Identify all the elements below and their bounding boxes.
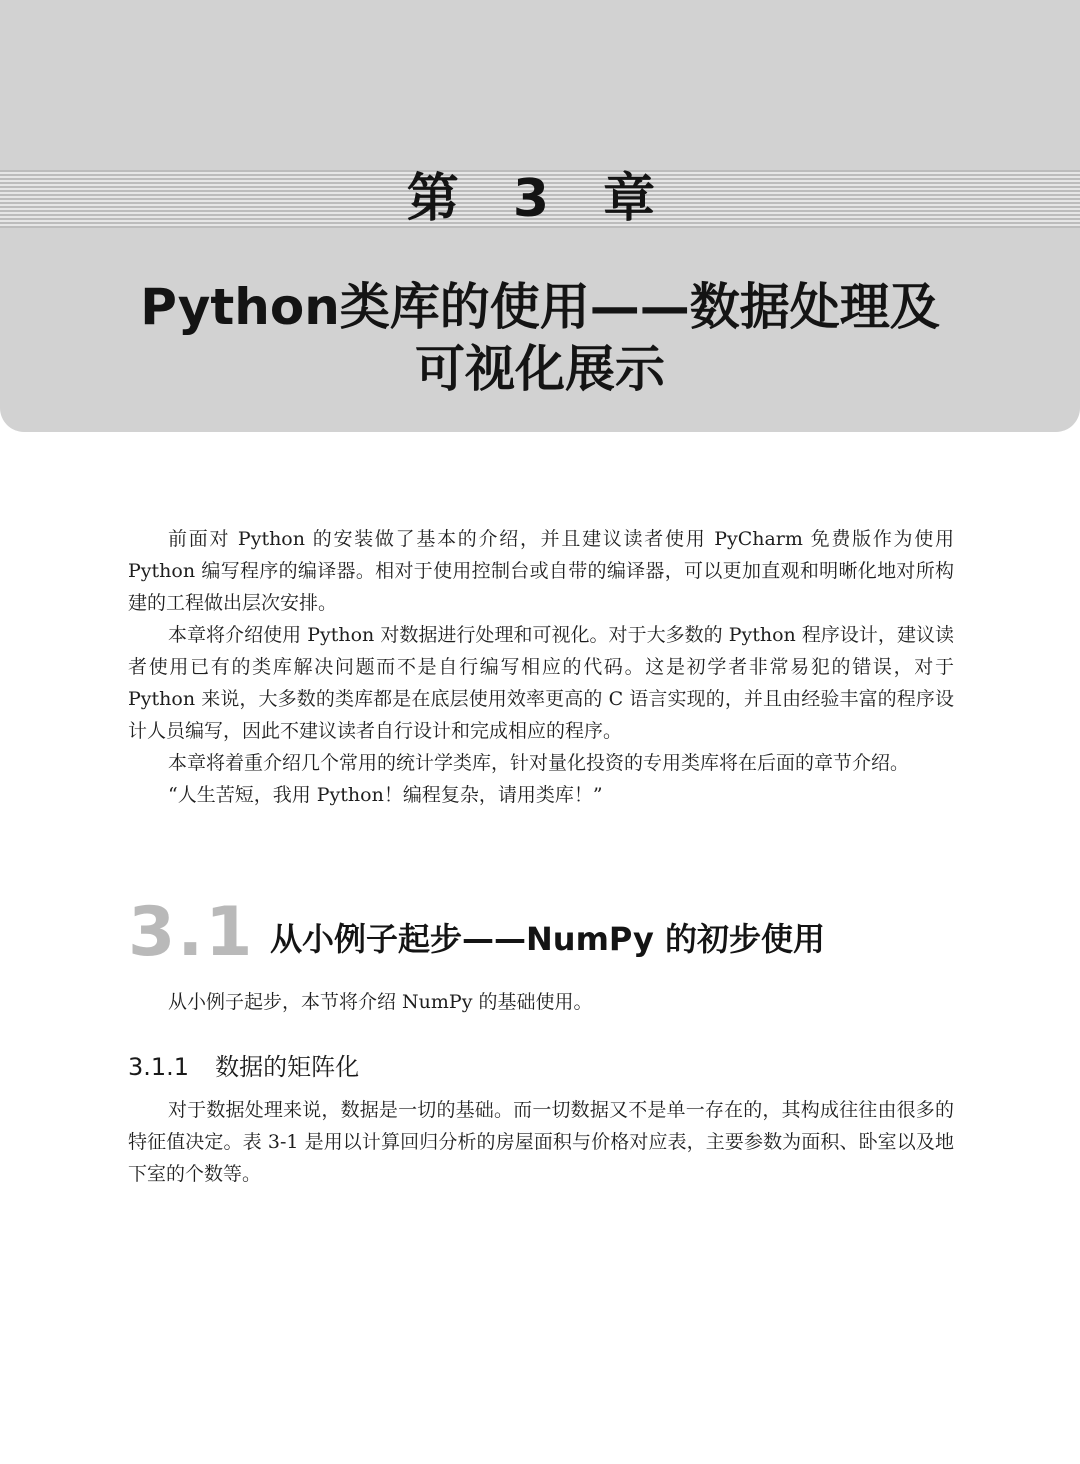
intro-quote: “人生苦短，我用 Python！编程复杂，请用类库！” bbox=[168, 784, 603, 806]
chapter-intro bbox=[128, 523, 954, 811]
subsection-title: 数据的矩阵化 bbox=[215, 1053, 360, 1081]
section-title: 从小例子起步——NumPy 的初步使用 bbox=[270, 920, 825, 958]
intro-paragraph: 本章将着重介绍几个常用的统计学类库，针对量化投资的专用类库将在后面的章节介绍。 bbox=[168, 752, 910, 774]
section-heading bbox=[128, 895, 988, 975]
intro-paragraph: 前面对 Python 的安装做了基本的介绍，并且建议读者使用 PyCharm 免费版作为使用 Python 编写程序的编译器。相对于使用控制台或自带的编译器，可以更加直观和明晰化地对所构建的工程做出层次安排。 bbox=[128, 528, 954, 614]
subsection-number: 3.1.1 bbox=[128, 1053, 190, 1081]
section-number: 3.1 bbox=[128, 893, 255, 972]
intro-paragraph: 本章将介绍使用 Python 对数据进行处理和可视化。对于大多数的 Python 程序设计，建议读者使用已有的类库解决问题而不是自行编写相应的代码。这是初学者非常易犯的错误，对于 Python 来说，大多数的类库都是在底层使用效率更高的 C 语言实现的，并且由经验丰富的程序设计人员编写，因此不建议读者自行设计和完成相应的程序。 bbox=[128, 624, 954, 742]
chapter-number: 第 3 章 bbox=[406, 169, 674, 229]
section-intro bbox=[128, 986, 954, 1018]
subsection-body bbox=[128, 1094, 954, 1190]
subsection-heading bbox=[128, 1048, 359, 1086]
chapter-title-line-1: Python类库的使用——数据处理及 bbox=[140, 278, 940, 336]
chapter-title-line-2: 可视化展示 bbox=[415, 340, 665, 398]
subsection-paragraph: 对于数据处理来说，数据是一切的基础。而一切数据又不是单一存在的，其构成往往由很多的特征值决定。表 3-1 是用以计算回归分析的房屋面积与价格对应表，主要参数为面积、卧室以及地下室的个数等。 bbox=[128, 1099, 954, 1185]
section-intro-paragraph: 从小例子起步，本节将介绍 NumPy 的基础使用。 bbox=[168, 991, 593, 1013]
chapter-title bbox=[100, 276, 980, 400]
